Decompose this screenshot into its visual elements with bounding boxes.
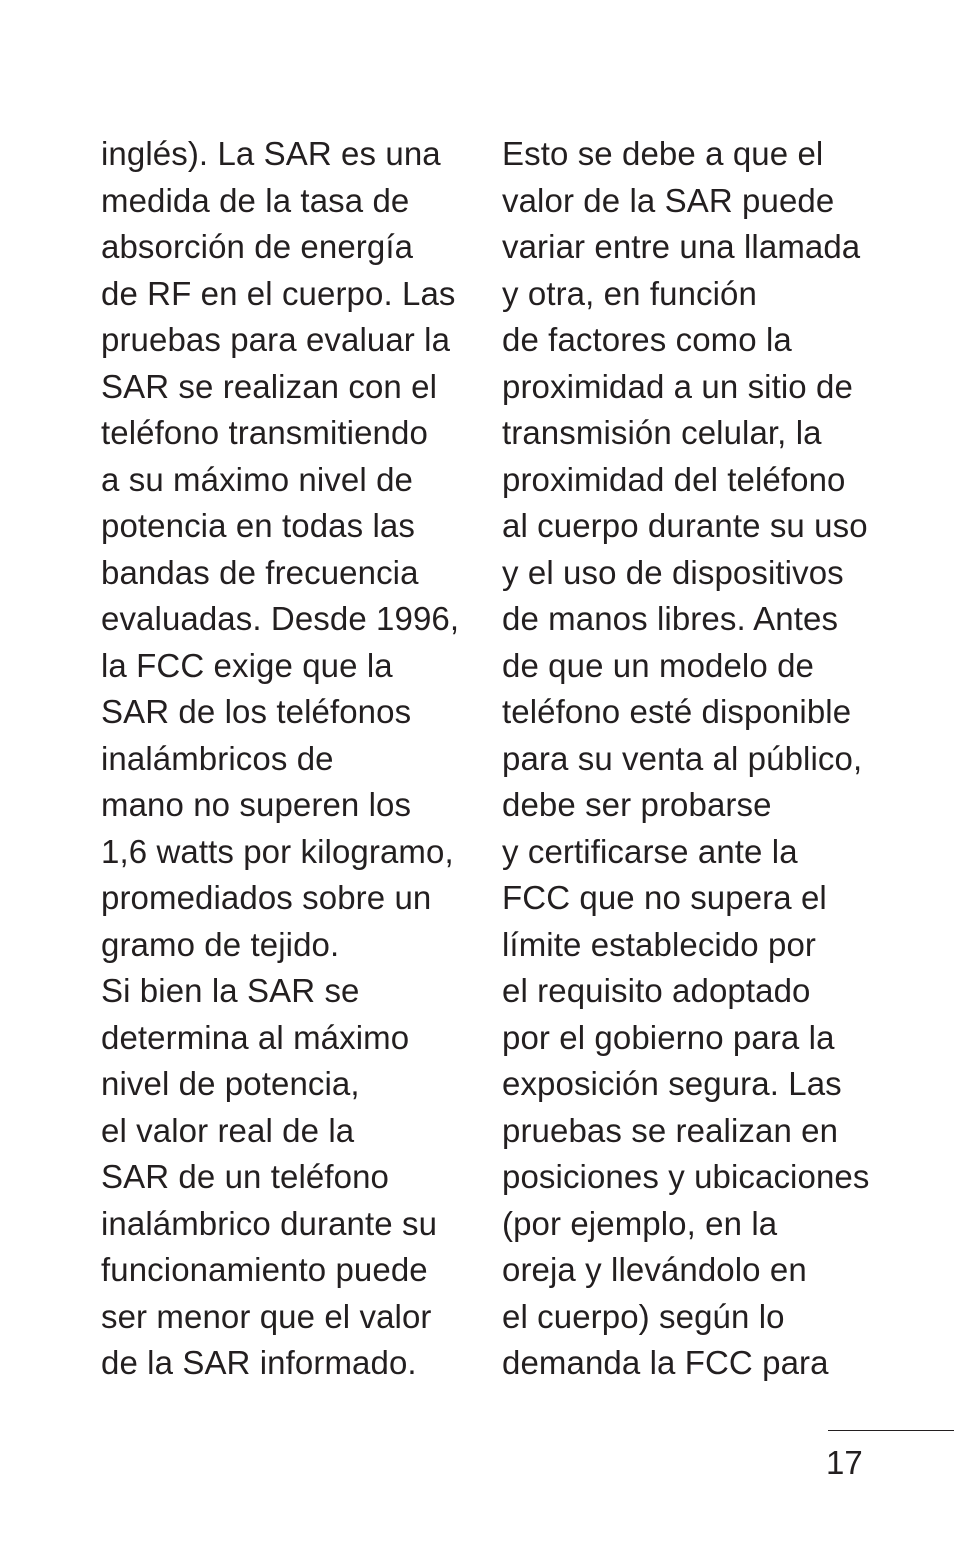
right-column-text-line: límite establecido por (502, 925, 817, 963)
right-column-text-line: teléfono esté disponible (502, 693, 852, 730)
left-column-text-line: la FCC exige que la (101, 646, 393, 684)
left-column-text-line: funcionamiento puede (101, 1251, 428, 1288)
left-column-text-line: gramo de tejido. (101, 925, 340, 963)
right-column-text-line: de manos libres. Antes (502, 600, 839, 637)
right-column-text-line: valor de la SAR puede (502, 181, 835, 219)
left-column-text-line: ser menor que el valor (101, 1297, 432, 1335)
left-column-text-line: inglés). La SAR es una (101, 135, 441, 172)
right-column-text-line: FCC que no supera el (502, 879, 827, 916)
left-column-text-line: determina al máximo (101, 1018, 410, 1056)
right-column-text-line: variar entre una llamada (502, 228, 861, 265)
right-column-text-line: el requisito adoptado (502, 972, 811, 1009)
right-column-text-line: (por ejemplo, en la (502, 1204, 778, 1242)
left-column-text-line: SAR de un teléfono (101, 1158, 390, 1195)
right-text-column (502, 131, 942, 1387)
left-column-text-line: teléfono transmitiendo (101, 414, 428, 451)
right-column-text-line: para su venta al público, (502, 739, 863, 777)
left-column-text-line: evaluadas. Desde 1996, (101, 600, 460, 637)
right-column-text-line: oreja y llevándolo en (502, 1251, 807, 1288)
right-column-text-line: y el uso de dispositivos (502, 553, 844, 591)
right-column-text-line: el cuerpo) según lo (502, 1297, 785, 1335)
left-column-text-line: SAR se realizan con el (101, 367, 438, 405)
right-column-text-line: proximidad a un sitio de (502, 367, 853, 405)
left-column-text-line: de RF en el cuerpo. Las (101, 274, 456, 312)
left-column-text-line: a su máximo nivel de (101, 460, 413, 498)
right-column-text-line: posiciones y ubicaciones (502, 1158, 870, 1195)
left-column-text-line: SAR de los teléfonos (101, 693, 412, 730)
right-column-text-line: y otra, en función (502, 274, 757, 312)
right-column-text-line: y certificarse ante la (502, 832, 798, 870)
right-column-text-line: demanda la FCC para (502, 1344, 829, 1381)
left-column-text-line: promediados sobre un (101, 879, 432, 916)
right-column-text-line: de factores como la (502, 321, 792, 358)
page-number: 17 (826, 1444, 863, 1481)
left-column-text-line: nivel de potencia, (101, 1065, 360, 1102)
left-column-text-line: bandas de frecuencia (101, 553, 419, 591)
left-column-text-line: medida de la tasa de (101, 181, 410, 219)
right-column-text-line: pruebas se realizan en (502, 1111, 839, 1149)
right-column-text-line: exposición segura. Las (502, 1065, 842, 1102)
left-column-text-line: inalámbrico durante su (101, 1204, 438, 1242)
right-column-text-line: debe ser probarse (502, 786, 772, 823)
left-column-text-line: absorción de energía (101, 228, 414, 265)
right-column-text-line: Esto se debe a que el (502, 135, 824, 172)
right-column-text-line: proximidad del teléfono (502, 460, 846, 498)
right-column-text-line: transmisión celular, la (502, 414, 822, 451)
left-column-text-line: Si bien la SAR se (101, 972, 360, 1009)
left-column-text-line: el valor real de la (101, 1111, 355, 1149)
right-column-text-line: por el gobierno para la (502, 1018, 835, 1056)
left-column-text-line: pruebas para evaluar la (101, 321, 451, 358)
left-text-column (101, 131, 481, 1387)
left-column-text-line: mano no superen los (101, 786, 412, 823)
left-column-text-line: 1,6 watts por kilogramo, (101, 832, 454, 870)
left-column-text-line: de la SAR informado. (101, 1344, 417, 1381)
footer-divider (828, 1430, 954, 1431)
right-column-text-line: de que un modelo de (502, 646, 814, 684)
left-column-text-line: potencia en todas las (101, 507, 415, 544)
right-column-text-line: al cuerpo durante su uso (502, 507, 868, 544)
left-column-text-line: inalámbricos de (101, 739, 334, 777)
